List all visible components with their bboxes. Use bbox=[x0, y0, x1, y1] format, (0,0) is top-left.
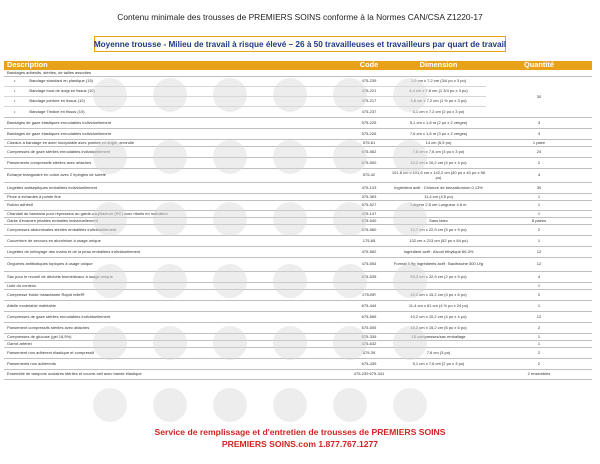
row-quantity: 2 bbox=[537, 361, 541, 366]
row-quantity: 1 bbox=[537, 203, 541, 208]
row-code: 575-225 bbox=[361, 120, 377, 125]
table-row bbox=[4, 359, 592, 370]
watermark-circle bbox=[393, 388, 427, 422]
row-code: 675-535 bbox=[361, 274, 377, 279]
row-description: Compresses de gaze stériles enroulables individuellement bbox=[7, 314, 111, 319]
row-quantity: 24 bbox=[536, 149, 542, 154]
row-description: Compresse froide instantanée Rapid relief® bbox=[7, 292, 85, 297]
row-quantity: 12 bbox=[536, 314, 542, 319]
row-quantity: 1 bbox=[537, 334, 541, 339]
row-quantity: 12 bbox=[536, 262, 542, 267]
row-description: • Bandage standard en plastique (15) bbox=[4, 79, 347, 83]
table-row bbox=[4, 194, 592, 201]
row-quantity: 2 bbox=[537, 350, 541, 355]
table-row bbox=[4, 247, 592, 258]
table-row bbox=[4, 225, 592, 236]
group-title: Bandages adhésifs, stériles, de tailles assorties bbox=[7, 70, 92, 75]
row-description: Garrot artériel bbox=[7, 341, 32, 346]
table-row bbox=[4, 140, 592, 147]
table-row bbox=[4, 272, 592, 283]
row-code: 575-527 bbox=[361, 203, 377, 208]
row-dimension: 15 compresses/sac emballage bbox=[411, 334, 466, 339]
row-code: 575-42 bbox=[362, 173, 376, 178]
header-code: Code bbox=[359, 61, 379, 70]
row-code: 675-560 bbox=[361, 227, 377, 232]
row-description: • Bandage bout de doigt en tissus (10) bbox=[4, 89, 347, 93]
row-dimension: 14 cm (5,5 po) bbox=[425, 140, 452, 145]
footer bbox=[0, 426, 600, 450]
row-code: 475-221 bbox=[361, 89, 377, 94]
header-quantity: Quantité bbox=[524, 61, 554, 70]
table-row bbox=[4, 290, 592, 301]
table-row bbox=[4, 169, 592, 183]
watermark-circle bbox=[93, 388, 127, 422]
row-code: 675-444 bbox=[361, 303, 377, 308]
row-description: Compresses de glucose (gel 16,5%) bbox=[7, 334, 72, 339]
row-description: Sac pour le recueil de déchets biomédicaux à usage unique bbox=[7, 274, 113, 279]
row-description: Attelle modelable malléable bbox=[7, 303, 56, 308]
table-row bbox=[4, 158, 592, 169]
row-code: 675-562 bbox=[361, 149, 377, 154]
row-dimension: 1,9 cm x 7,2 cm (3/4 po x 3 po) bbox=[410, 79, 467, 84]
table-row bbox=[4, 348, 592, 359]
row-dimension: Largeur 2,5 cm Longueur 4,6 m bbox=[410, 203, 467, 208]
document-title: Contenu minimale des trousses de PREMIERS SOINS conforme à la Normes CAN/CSA Z1220-17 bbox=[117, 12, 483, 22]
row-description: Pansement non adhérent élastique et compressif bbox=[7, 350, 94, 355]
row-description: Compresses de gaze stériles enroulables individuellement bbox=[7, 149, 111, 154]
row-code: 275-BR bbox=[362, 292, 376, 297]
table-row bbox=[4, 183, 592, 194]
row-quantity: 4 bbox=[537, 173, 541, 178]
row-description: Pansement compressifs stériles avec attaches bbox=[7, 325, 90, 330]
row-quantity: 3 bbox=[537, 131, 541, 136]
row-description: Ensemble de tampons oculaires stériles et couvre-oeil avec bande élastique bbox=[7, 372, 142, 377]
row-code: 475-147 bbox=[361, 211, 377, 216]
bandage-group bbox=[4, 77, 592, 118]
footer-service-line: Service de remplissage et d'entretien de trousses de PREMIERS SOINS bbox=[154, 427, 446, 437]
row-description: • Bandage jointure en tissus (10) bbox=[4, 99, 347, 103]
row-dimension: 101,6 cm x 101,6 cm x 142,2 cm (40 po x 40 po x 56 po) bbox=[391, 171, 486, 180]
row-description: Pince à échardes à pointe fine bbox=[7, 194, 61, 199]
row-description: Écharpe triangulaire en coton avec 2 épingles de sûreté bbox=[7, 173, 106, 178]
row-dimension: Format 0,9g Ingrédients actif : Bacitracine 500 U/g bbox=[393, 262, 484, 267]
table-row bbox=[4, 312, 592, 323]
table-row bbox=[4, 107, 486, 117]
row-quantity: 2 bbox=[537, 292, 541, 297]
row-code: 575-39 bbox=[362, 350, 376, 355]
table-row bbox=[4, 211, 592, 218]
row-quantity: 2 ensembles bbox=[527, 372, 551, 377]
table-row bbox=[4, 283, 592, 290]
row-code: 575-339 bbox=[361, 334, 377, 339]
row-quantity: 1 bbox=[537, 341, 541, 346]
row-description: Couverture de secours en aluminium à usage unique bbox=[7, 238, 101, 243]
watermark-circle bbox=[273, 388, 307, 422]
table-header bbox=[4, 61, 592, 70]
row-dimension: 7,6 cm x 1,8 m (3 po x 2 verges) bbox=[409, 131, 468, 136]
row-dimension: 5,1 cm x 7,6 cm (2 po x 3 po) bbox=[412, 361, 465, 366]
table-row bbox=[4, 301, 592, 312]
row-code: 475-632 bbox=[361, 341, 377, 346]
row-description: Chandail de bandana pour répression au garde-coq/fracture (RC) avec rituels en indication bbox=[7, 211, 168, 216]
row-description: Lingettes antiseptiques emballées individuellement bbox=[7, 185, 98, 190]
group-title-row bbox=[4, 70, 592, 77]
row-quantity: 2 bbox=[537, 160, 541, 165]
row-dimension: 11,4 cm (4,5 po) bbox=[424, 194, 453, 199]
row-quantity: 8 paires bbox=[531, 218, 547, 223]
row-quantity: 2 bbox=[537, 325, 541, 330]
row-dimension: 4,4 cm x 7,6 cm (1 3/4 po x 3 po) bbox=[409, 89, 468, 94]
row-dimension: 10,2 cm x 15,2 cm (4 po x 6 po) bbox=[410, 292, 467, 297]
row-dimension: 53,3 cm x 22,9 cm (2 po x 9 po) bbox=[410, 274, 467, 279]
row-description: Liste du contenu bbox=[7, 283, 37, 288]
row-quantity: 3 bbox=[537, 120, 541, 125]
table-row bbox=[4, 147, 592, 158]
row-description: Bandages de gaze élastiques enroulables individuellement bbox=[7, 131, 112, 136]
watermark-circle bbox=[213, 388, 247, 422]
table-row bbox=[4, 341, 592, 348]
row-quantity: 1 paire bbox=[532, 140, 546, 145]
row-code: 675-439 bbox=[361, 361, 377, 366]
row-dimension: 15,2 cm x 15,2 cm (6 po x 6 po) bbox=[410, 325, 467, 330]
row-description: Ruban adhésif bbox=[7, 203, 33, 208]
row-quantity: 2 bbox=[537, 227, 541, 232]
watermark-circle bbox=[153, 388, 187, 422]
kit-banner: Moyenne trousse - Milieu de travail à risque élevé – 26 à 50 travailleuses et travailleurs par quart de travail bbox=[94, 36, 506, 52]
row-code: 475-103 bbox=[361, 185, 377, 190]
row-code: 575-61 bbox=[362, 140, 376, 145]
group-quantity: 30 bbox=[536, 93, 542, 99]
row-quantity: 1 bbox=[537, 211, 541, 216]
table-row bbox=[4, 87, 486, 97]
row-code: 575-226 bbox=[361, 131, 377, 136]
footer-contact-line: PREMIERS SOINS.com 1.877.767.1277 bbox=[221, 439, 379, 449]
table-row bbox=[4, 97, 486, 107]
table-row bbox=[4, 370, 592, 380]
row-description: Compresses abdominales stériles emballées individuellement bbox=[7, 227, 117, 232]
table-row bbox=[4, 258, 592, 272]
row-code: 475-562 bbox=[361, 249, 377, 254]
table-row bbox=[4, 201, 592, 211]
row-dimension: 10,2 cm x 10,2 cm (4 po x 4 po) bbox=[410, 314, 467, 319]
row-description: Bandages de gaze élastiques enroulables individuellement bbox=[7, 120, 112, 125]
contents-table bbox=[4, 61, 592, 380]
row-description: Lingettes de nettoyage des mains et de la peau emballées individuellement bbox=[7, 249, 141, 254]
row-description: Onguents antibiotiques topiques à usage unique bbox=[7, 262, 93, 267]
row-dimension: 10,2 cm x 10,2 cm (4 po x 4 po) bbox=[410, 160, 467, 165]
table-row bbox=[4, 218, 592, 225]
row-description: Gants d'examen jetables emballés individuellement bbox=[7, 218, 98, 223]
row-dimension: Ingrédient actif : Alcool éthylique 66,3% bbox=[403, 249, 474, 254]
row-quantity: 12 bbox=[536, 249, 542, 254]
row-code: 675-500 bbox=[361, 160, 377, 165]
row-dimension: 12,7 cm x 22,9 cm (5 po x 9 po) bbox=[410, 227, 467, 232]
row-code: 675-540 bbox=[361, 218, 377, 223]
header-description: Description bbox=[7, 61, 48, 70]
row-dimension: 3,8 cm x 7,2 cm (1 ½ po x 3 po) bbox=[410, 99, 467, 104]
row-code: 475-237 bbox=[361, 109, 377, 114]
row-code: 475-554 bbox=[361, 262, 377, 267]
watermark-circle bbox=[333, 388, 367, 422]
row-dimension: Ingrédient actif : Chlorure de benzalkonium 0,13% bbox=[394, 185, 483, 190]
row-dimension: Sans latex bbox=[429, 218, 448, 223]
row-code: 175-65 bbox=[362, 238, 376, 243]
row-code: 475-217 bbox=[361, 99, 377, 104]
row-code: 475-239 bbox=[361, 79, 377, 84]
row-dimension: 5,1 cm x 7,2 cm (2 po x 3 po) bbox=[412, 109, 465, 114]
row-code: 475-239 675-341 bbox=[353, 372, 385, 377]
row-quantity: 4 bbox=[537, 274, 541, 279]
row-dimension: 132 cm x 213 cm (52 po x 84 po) bbox=[409, 238, 468, 243]
table-row bbox=[4, 236, 592, 247]
table-row bbox=[4, 77, 486, 87]
row-dimension: 5,1 cm x 1,8 m (2 po x 2 verges) bbox=[409, 120, 468, 125]
table-row bbox=[4, 129, 592, 140]
row-description: Pansements non adhérents bbox=[7, 361, 56, 366]
row-quantity: 1 bbox=[537, 238, 541, 243]
row-description: Pansements compressifs stériles avec attaches bbox=[7, 160, 92, 165]
row-quantity: 1 bbox=[537, 283, 541, 288]
header-dimension: Dimension bbox=[419, 61, 458, 70]
row-dimension: 7,6 cm (3 po) bbox=[426, 350, 451, 355]
row-dimension: 11,4 cm x 61 cm (4 ½ po x 24 po) bbox=[408, 303, 469, 308]
row-dimension: 7,6 cm x 7,6 cm (3 po x 3 po) bbox=[412, 149, 465, 154]
table-row bbox=[4, 118, 592, 129]
row-quantity: 30 bbox=[536, 185, 542, 190]
table-row bbox=[4, 334, 592, 341]
row-code: 675-565 bbox=[361, 314, 377, 319]
row-description: • Bandage 'l'indice en tissus (10) bbox=[4, 110, 347, 114]
row-code: 675-505 bbox=[361, 325, 377, 330]
table-row bbox=[4, 323, 592, 334]
row-quantity: 1 bbox=[537, 194, 541, 199]
row-description: Ciseaux à bandage en acier inoxydable avec pointes en angle, arrondie bbox=[7, 140, 134, 145]
row-code: 375-363 bbox=[361, 194, 377, 199]
row-quantity: 1 bbox=[537, 303, 541, 308]
